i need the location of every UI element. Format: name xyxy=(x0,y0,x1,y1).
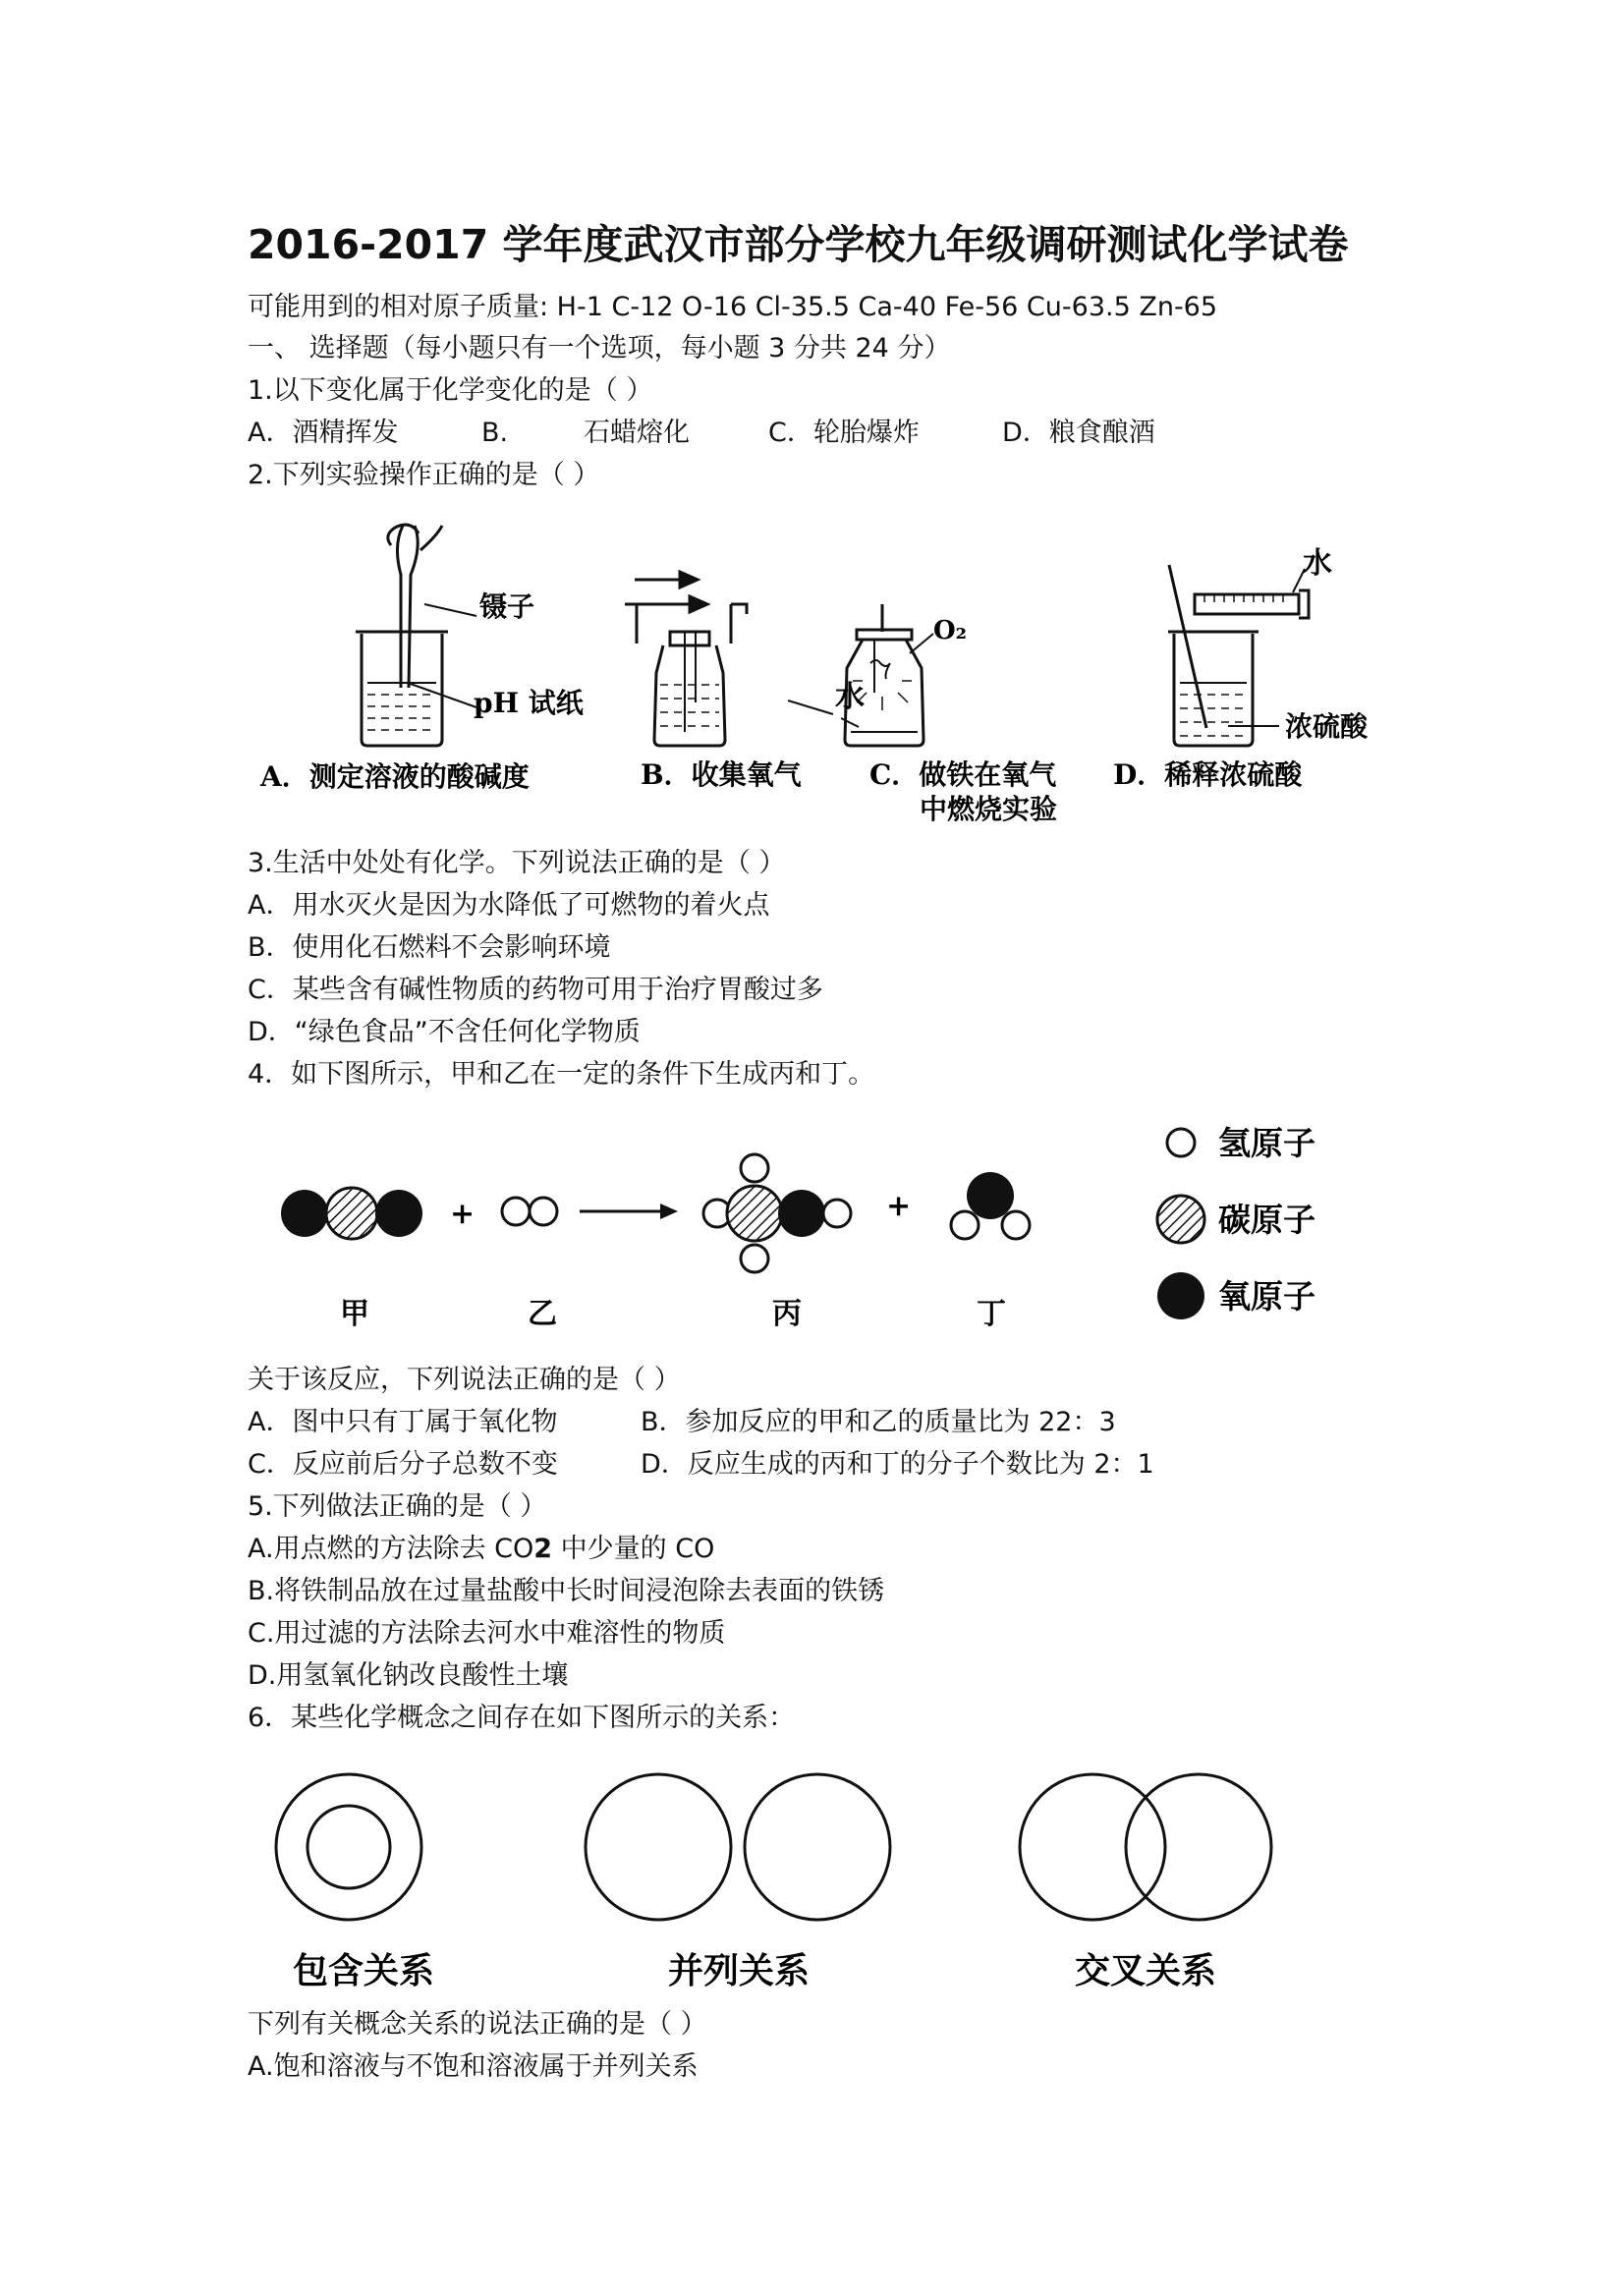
caption-c-2: 中燃烧实验 xyxy=(920,793,1058,825)
label-o2: O₂ xyxy=(933,616,968,645)
q4-option-d: D．反应生成的丙和丁的分子个数比为 2：1 xyxy=(641,1449,1154,1480)
q1-option-d: D．粮食酿酒 xyxy=(1002,418,1155,448)
page-title: 2016-2017 学年度武汉市部分学校九年级调研测试化学试卷 xyxy=(248,221,1349,268)
q6-option-a: A.饱和溶液与不饱和溶液属于并列关系 xyxy=(248,2051,699,2082)
jia-carbon xyxy=(326,1188,377,1239)
question-4-after: 关于该反应，下列说法正确的是（ ） xyxy=(248,1365,681,1395)
label-water-2: 水 xyxy=(1303,546,1332,581)
q1-option-c: C．轮胎爆炸 xyxy=(768,418,920,448)
q5-option-b: B.将铁制品放在过量盐酸中长时间浸泡除去表面的铁锈 xyxy=(248,1576,885,1606)
question-4-stem: 4．如下图所示，甲和乙在一定的条件下生成丙和丁。 xyxy=(248,1059,875,1090)
concept-relation-figure xyxy=(246,1749,1405,2004)
q4-options-row-2 xyxy=(248,1448,1230,1482)
label-parallel: 并列关系 xyxy=(668,1950,811,1991)
parallel-circle-right xyxy=(745,1774,890,1920)
q1-option-b-text: 石蜡熔化 xyxy=(584,418,690,448)
legend-oxygen-icon xyxy=(1157,1272,1204,1319)
label-contain: 包含关系 xyxy=(293,1950,435,1991)
legend-hydrogen: 氢原子 xyxy=(1218,1124,1315,1162)
contain-inner-circle xyxy=(308,1806,390,1888)
q5-option-a xyxy=(248,1533,714,1566)
legend-oxygen: 氧原子 xyxy=(1218,1277,1315,1316)
cross-circle-right xyxy=(1126,1774,1271,1920)
bing-carbon xyxy=(727,1186,782,1241)
jia-oxygen-left xyxy=(281,1190,328,1237)
question-6-after: 下列有关概念关系的说法正确的是（ ） xyxy=(248,2009,707,2040)
label-tweezers: 镊子 xyxy=(479,590,535,623)
label-jia: 甲 xyxy=(340,1297,369,1331)
label-bing: 丙 xyxy=(772,1297,802,1331)
question-1-options xyxy=(248,417,1230,450)
question-2-stem: 2.下列实验操作正确的是（ ） xyxy=(248,460,600,490)
label-yi: 乙 xyxy=(528,1297,557,1331)
q4-option-b: B．参加反应的甲和乙的质量比为 22：3 xyxy=(641,1407,1116,1437)
contain-outer-circle xyxy=(276,1774,421,1920)
atomic-masses: 可能用到的相对原子质量: H-1 C-12 O-16 Cl-35.5 Ca-40 Fe-56 Cu-63.5 Zn-65 xyxy=(248,292,1218,322)
label-cross: 交叉关系 xyxy=(1075,1950,1217,1991)
q4-option-c: C．反应前后分子总数不变 xyxy=(248,1449,558,1480)
q4-option-a: A．图中只有丁属于氧化物 xyxy=(248,1407,558,1437)
q3-option-d: D．“绿色食品”不含任何化学物质 xyxy=(248,1017,641,1047)
q5-option-a-sub: 2 xyxy=(533,1534,553,1564)
caption-c-1: C．做铁在氧气 xyxy=(869,758,1057,791)
molecule-reaction-figure xyxy=(246,1105,1405,1341)
legend-hydrogen-icon xyxy=(1167,1129,1195,1156)
plus-sign-1: + xyxy=(450,1197,476,1231)
label-conc-acid: 浓硫酸 xyxy=(1285,710,1369,743)
q5-option-d: D.用氢氧化钠改良酸性土壤 xyxy=(248,1660,569,1691)
yi-hydrogen-2 xyxy=(530,1198,557,1225)
q4-options-row-1 xyxy=(248,1406,1230,1439)
q5-option-c: C.用过滤的方法除去河水中难溶性的物质 xyxy=(248,1618,726,1649)
lab-operations-figure xyxy=(246,506,1405,830)
question-6-stem: 6．某些化学概念之间存在如下图所示的关系： xyxy=(248,1703,796,1733)
parallel-circle-left xyxy=(586,1774,731,1920)
q3-option-a: A．用水灭火是因为水降低了可燃物的着火点 xyxy=(248,890,770,921)
caption-d: D．稀释浓硫酸 xyxy=(1113,758,1303,791)
caption-a: A．测定溶液的酸碱度 xyxy=(260,760,530,793)
cross-circle-left xyxy=(1020,1774,1165,1920)
q1-option-a: A．酒精挥发 xyxy=(248,418,399,448)
label-ph-paper: pH 试纸 xyxy=(474,687,584,719)
label-ding: 丁 xyxy=(977,1297,1006,1331)
q1-option-b-letter: B. xyxy=(481,418,509,448)
jia-oxygen-right xyxy=(375,1190,422,1237)
legend-carbon: 碳原子 xyxy=(1218,1201,1315,1239)
plus-sign-2: + xyxy=(886,1189,912,1223)
label-water: 水 xyxy=(835,680,865,714)
q3-option-b: B．使用化石燃料不会影响环境 xyxy=(248,932,611,963)
caption-b: B．收集氧气 xyxy=(641,758,802,791)
bing-oxygen xyxy=(778,1190,825,1237)
q5-option-a-post: 中少量的 CO xyxy=(552,1534,715,1564)
ding-oxygen xyxy=(967,1172,1014,1219)
legend-carbon-icon xyxy=(1157,1196,1204,1243)
q5-option-a-pre: A.用点燃的方法除去 CO xyxy=(248,1534,534,1564)
section-heading: 一、 选择题（每小题只有一个选项，每小题 3 分共 24 分） xyxy=(248,333,951,364)
question-1-stem: 1.以下变化属于化学变化的是（ ） xyxy=(248,375,653,406)
yi-hydrogen-1 xyxy=(502,1198,530,1225)
question-5-stem: 5.下列做法正确的是（ ） xyxy=(248,1491,547,1522)
q3-option-c: C．某些含有碱性物质的药物可用于治疗胃酸过多 xyxy=(248,975,823,1005)
question-3-stem: 3.生活中处处有化学。下列说法正确的是（ ） xyxy=(248,848,786,878)
